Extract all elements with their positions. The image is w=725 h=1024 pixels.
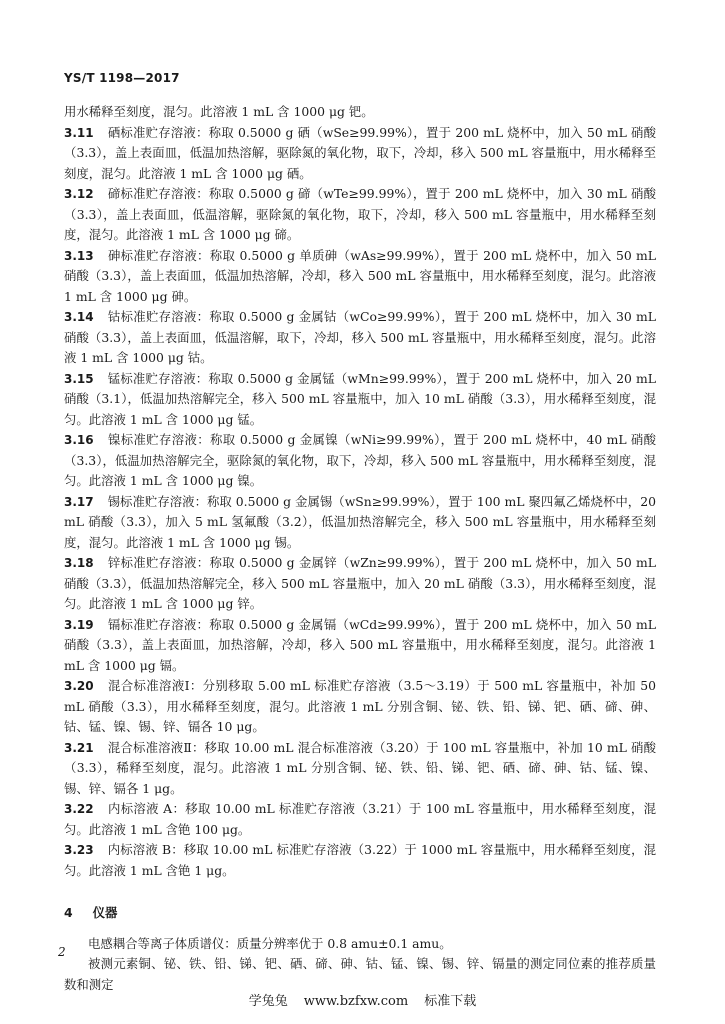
section-4-paragraph: 被测元素铜、铋、铁、铅、锑、钯、硒、碲、砷、钴、锰、镍、锡、锌、镉量的测定同位素的推荐质量数和测定: [64, 956, 656, 992]
clause-3-20: [64, 676, 656, 738]
clause-text: 锡标准贮存溶液：称取 0.5000 g 金属锡（wSn≥99.99%），置于 100 mL 聚四氟乙烯烧杯中，20 mL 硝酸（3.3），加入 5 mL 氢氟酸（3.2），低温加热溶解完全，移入 500 mL 容量瓶中，用水稀释至刻度，混匀。此溶液 1 mL 含 1000 μg 锡。: [64, 493, 656, 550]
clause-number: 3.11: [64, 125, 94, 140]
clause-text: 碲标准贮存溶液：称取 0.5000 g 碲（wTe≥99.99%），置于 200 mL 烧杯中，加入 30 mL 硝酸（3.3），盖上表面皿，低温溶解，驱除氮的氧化物，取下，冷却，移入 500 mL 容量瓶中，用水稀释至刻度，混匀。此溶液 1 mL 含 1000 μg 碲。: [64, 186, 656, 242]
section-title: 仪器: [92, 905, 118, 920]
clause-text: 镉标准贮存溶液：称取 0.5000 g 金属镉（wCd≥99.99%），置于 200 mL 烧杯中，加入 50 mL 硝酸（3.3），盖上表面皿，加热溶解，冷却，移入 500 mL 容量瓶中，用水稀释至刻度，混匀。此溶液 1 mL 含 1000 μg 镉。: [64, 616, 656, 673]
clause-number: 3.12: [64, 187, 94, 201]
clause-text: 砷标准贮存溶液：称取 0.5000 g 单质砷（wAs≥99.99%），置于 200 mL 烧杯中，加入 50 mL 硝酸（3.3），盖上表面皿，低温加热溶解，冷却，移入 500 mL 容量瓶中，用水稀释至刻度，混匀。此溶液 1 mL 含 1000 μg 砷。: [64, 247, 656, 304]
clause-3-23: [64, 840, 656, 881]
clause-3-13: [64, 246, 656, 308]
footer-slogan: 标准下载: [424, 994, 477, 1009]
footer-url[interactable]: www.bzfxw.com: [303, 994, 409, 1009]
clause-text: 钴标准贮存溶液：称取 0.5000 g 金属钴（wCo≥99.99%），置于 200 mL 烧杯中，加入 30 mL 硝酸（3.3），盖上表面皿，低温溶解，取下，冷却，移入 500 mL 容量瓶中，用水稀释至刻度，混匀。此溶液 1 mL 含 1000 μg 钴。: [64, 309, 656, 365]
continuation-line: 用水稀释至刻度，混匀。此溶液 1 mL 含 1000 μg 钯。: [64, 104, 374, 119]
section-heading-4: [64, 903, 656, 924]
clause-3-21: [64, 738, 656, 800]
document-body: [64, 102, 656, 995]
clause-number: 3.14: [64, 310, 94, 324]
clause-number: 3.21: [64, 740, 94, 755]
clause-text: 混合标准溶液Ⅱ：移取 10.00 mL 混合标准溶液（3.20）于 100 mL 容量瓶中，补加 10 mL 硝酸（3.3），稀释至刻度，混匀。此溶液 1 mL 分别含铜、铋、铁、铅、锑、钯、硒、碲、砷、钴、锰、镍、锡、锌、镉各 1 μg。: [64, 739, 656, 796]
page-number: 2: [58, 945, 66, 959]
clause-text: 锌标准贮存溶液：称取 0.5000 g 金属锌（wZn≥99.99%），置于 200 mL 烧杯中，加入 50 mL 硝酸（3.3），低温加热溶解完全，移入 500 mL 容量瓶中，加入 20 mL 硝酸（3.3），用水稀释至刻度，混匀。此溶液 1 mL 含 1000 μg 锌。: [64, 555, 656, 611]
clause-number: 3.19: [64, 617, 94, 632]
footer-site-name: 学兔兔: [248, 994, 288, 1009]
clause-3-11: [64, 123, 656, 185]
clause-text: 内标溶液 A：移取 10.00 mL 标准贮存溶液（3.21）于 100 mL 容量瓶中，用水稀释至刻度，混匀。此溶液 1 mL 含铯 100 μg。: [64, 801, 656, 837]
clause-number: 3.23: [64, 843, 94, 857]
clause-number: 3.15: [64, 371, 94, 386]
clause-number: 3.17: [64, 494, 94, 509]
clause-3-12: [64, 184, 656, 246]
clause-3-18: [64, 553, 656, 615]
clause-number: 3.22: [64, 802, 94, 816]
clause-text: 镍标准贮存溶液：称取 0.5000 g 金属镍（wNi≥99.99%），置于 200 mL 烧杯中，40 mL 硝酸（3.3），低温加热溶解完全，驱除氮的氧化物，取下，冷却，移入 500 mL 容量瓶中，用水稀释至刻度，混匀。此溶液 1 mL 含 1000 μg 镍。: [64, 432, 656, 488]
clause-3-19: [64, 615, 656, 677]
clause-text: 内标溶液 B：移取 10.00 mL 标准贮存溶液（3.22）于 1000 mL 容量瓶中，用水稀释至刻度，混匀。此溶液 1 mL 含铯 1 μg。: [64, 842, 656, 878]
clause-3-22: [64, 799, 656, 840]
clause-text: 锰标准贮存溶液：称取 0.5000 g 金属锰（wMn≥99.99%），置于 200 mL 烧杯中，加入 20 mL 硝酸（3.1），低温加热溶解完全，移入 500 mL 容量瓶中，加入 10 mL 硝酸（3.3），用水稀释至刻度，混匀。此溶液 1 mL 含 1000 μg 锰。: [64, 370, 656, 427]
clause-3-15: [64, 369, 656, 431]
clause-3-14: [64, 307, 656, 369]
clause-3-16: [64, 430, 656, 492]
clause-text: 混合标准溶液Ⅰ：分别移取 5.00 mL 标准贮存溶液（3.5～3.19）于 500 mL 容量瓶中，补加 50 mL 硝酸（3.3），用水稀释至刻度，混匀。此溶液 1 mL 分别含铜、铋、铁、铅、锑、钯、硒、碲、砷、钴、锰、镍、锡、锌、镉各 10 μg。: [64, 678, 656, 734]
clause-number: 3.13: [64, 248, 94, 263]
section-number: 4: [64, 905, 73, 920]
clause-number: 3.20: [64, 679, 94, 693]
clause-number: 3.18: [64, 556, 94, 570]
clause-3-17: [64, 492, 656, 554]
clause-number: 3.16: [64, 433, 94, 447]
clause-text: 硒标准贮存溶液：称取 0.5000 g 硒（wSe≥99.99%），置于 200 mL 烧杯中，加入 50 mL 硝酸（3.3），盖上表面皿，低温加热溶解，驱除氮的氧化物，取下，冷却，移入 500 mL 容量瓶中，用水稀释至刻度，混匀。此溶液 1 mL 含 1000 μg 硒。: [64, 124, 656, 181]
section-4-paragraph: 电感耦合等离子体质谱仪：质量分辨率优于 0.8 amu±0.1 amu。: [88, 935, 452, 951]
footer-watermark: [0, 990, 725, 1009]
standard-code: YS/T 1198—2017: [64, 71, 180, 85]
